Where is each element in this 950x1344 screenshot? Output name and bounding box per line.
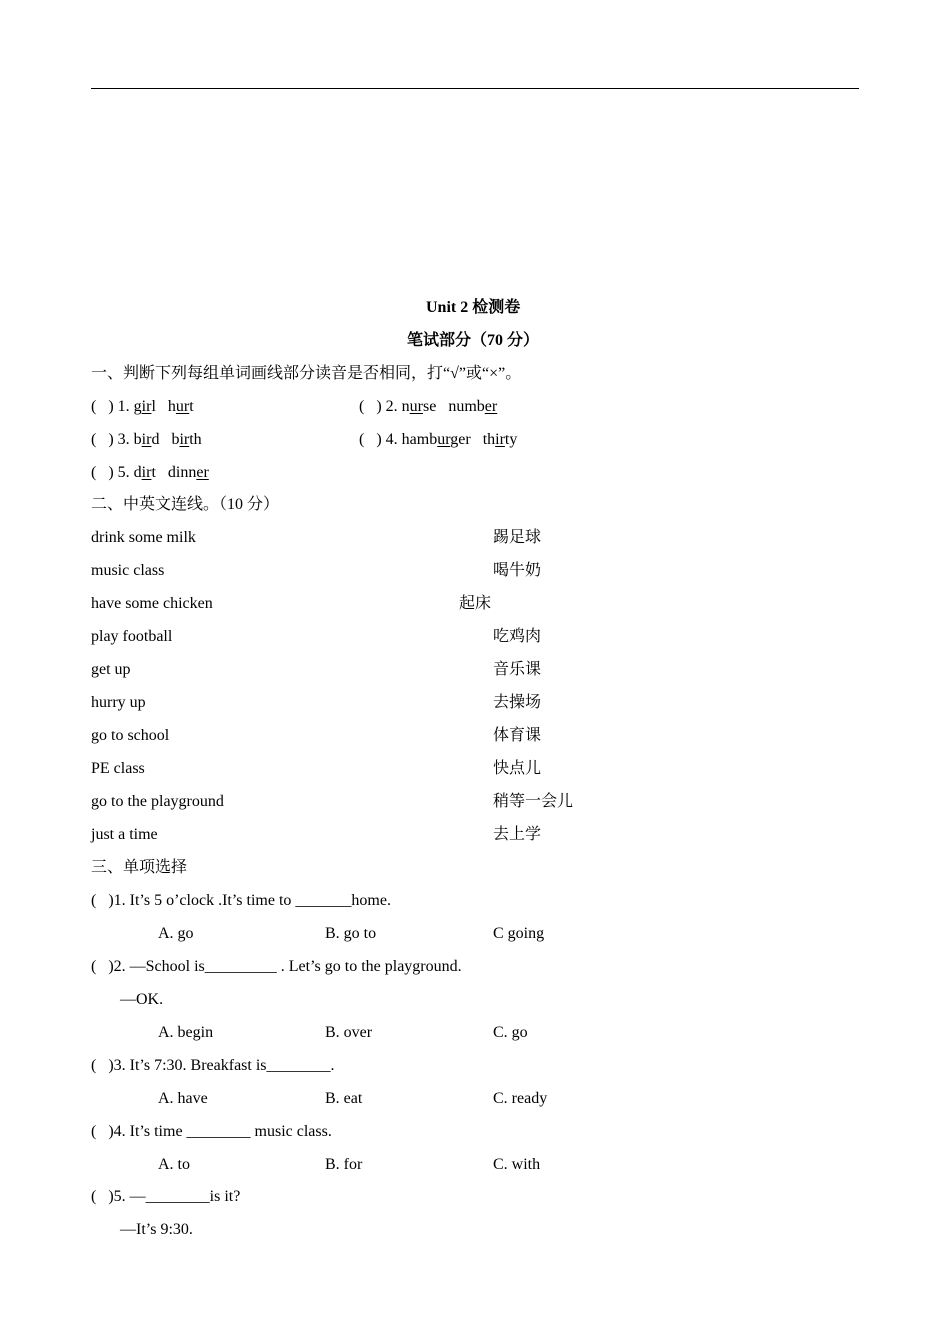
match-english-2: music class <box>91 562 165 579</box>
q3-option-c: C. ready <box>493 1090 548 1107</box>
match-english-10: just a time <box>91 826 158 843</box>
page-title: Unit 2 检测卷 <box>426 299 521 316</box>
s1-item-3: ( ) 3. bird birth <box>91 431 202 448</box>
header-rule <box>91 88 859 89</box>
match-english-5: get up <box>91 661 131 678</box>
q4-option-b: B. for <box>325 1156 363 1173</box>
q3-option-b: B. eat <box>325 1090 363 1107</box>
match-chinese-3: 起床 <box>459 595 492 612</box>
match-english-7: go to school <box>91 727 170 744</box>
section3-heading: 三、单项选择 <box>91 859 188 876</box>
match-english-1: drink some milk <box>91 529 196 546</box>
match-english-9: go to the playground <box>91 793 224 810</box>
q5-stem: ( )5. —________is it? <box>91 1188 241 1205</box>
s1-item-1: ( ) 1. girl hurt <box>91 398 194 415</box>
match-chinese-2: 喝牛奶 <box>493 562 542 579</box>
section2-heading: 二、中英文连线。（10 分） <box>91 496 280 513</box>
q2-reply: —OK. <box>120 991 164 1008</box>
s1-item-5: ( ) 5. dirt dinner <box>91 464 209 481</box>
match-chinese-1: 踢足球 <box>493 529 542 546</box>
q2-option-c: C. go <box>493 1024 528 1041</box>
q1-stem: ( )1. It’s 5 o’clock .It’s time to _______home. <box>91 892 391 909</box>
page-subtitle: 笔试部分（70 分） <box>407 332 540 349</box>
match-chinese-9: 稍等一会儿 <box>493 793 574 810</box>
q4-option-c: C. with <box>493 1156 541 1173</box>
q4-option-a: A. to <box>158 1156 190 1173</box>
match-chinese-8: 快点儿 <box>493 760 542 777</box>
q2-stem: ( )2. —School is_________ . Let’s go to the playground. <box>91 958 462 975</box>
section1-heading: 一、判断下列每组单词画线部分读音是否相同，打“√”或“×”。 <box>91 365 522 382</box>
q2-option-a: A. begin <box>158 1024 214 1041</box>
match-chinese-4: 吃鸡肉 <box>493 628 542 645</box>
match-english-6: hurry up <box>91 694 146 711</box>
match-english-3: have some chicken <box>91 595 213 612</box>
s1-item-2: ( ) 2. nurse number <box>359 398 498 415</box>
match-chinese-5: 音乐课 <box>493 661 542 678</box>
match-chinese-6: 去操场 <box>493 694 542 711</box>
s1-item-4: ( ) 4. hamburger thirty <box>359 431 518 448</box>
q3-stem: ( )3. It’s 7:30. Breakfast is________. <box>91 1057 335 1074</box>
match-english-8: PE class <box>91 760 145 777</box>
q4-stem: ( )4. It’s time ________ music class. <box>91 1123 332 1140</box>
q1-option-a: A. go <box>158 925 194 942</box>
match-chinese-10: 去上学 <box>493 826 542 843</box>
q1-option-b: B. go to <box>325 925 377 942</box>
match-chinese-7: 体育课 <box>493 727 542 744</box>
match-english-4: play football <box>91 628 173 645</box>
q5-reply: —It’s 9:30. <box>120 1221 193 1238</box>
q3-option-a: A. have <box>158 1090 208 1107</box>
q1-option-c: C going <box>493 925 545 942</box>
q2-option-b: B. over <box>325 1024 373 1041</box>
